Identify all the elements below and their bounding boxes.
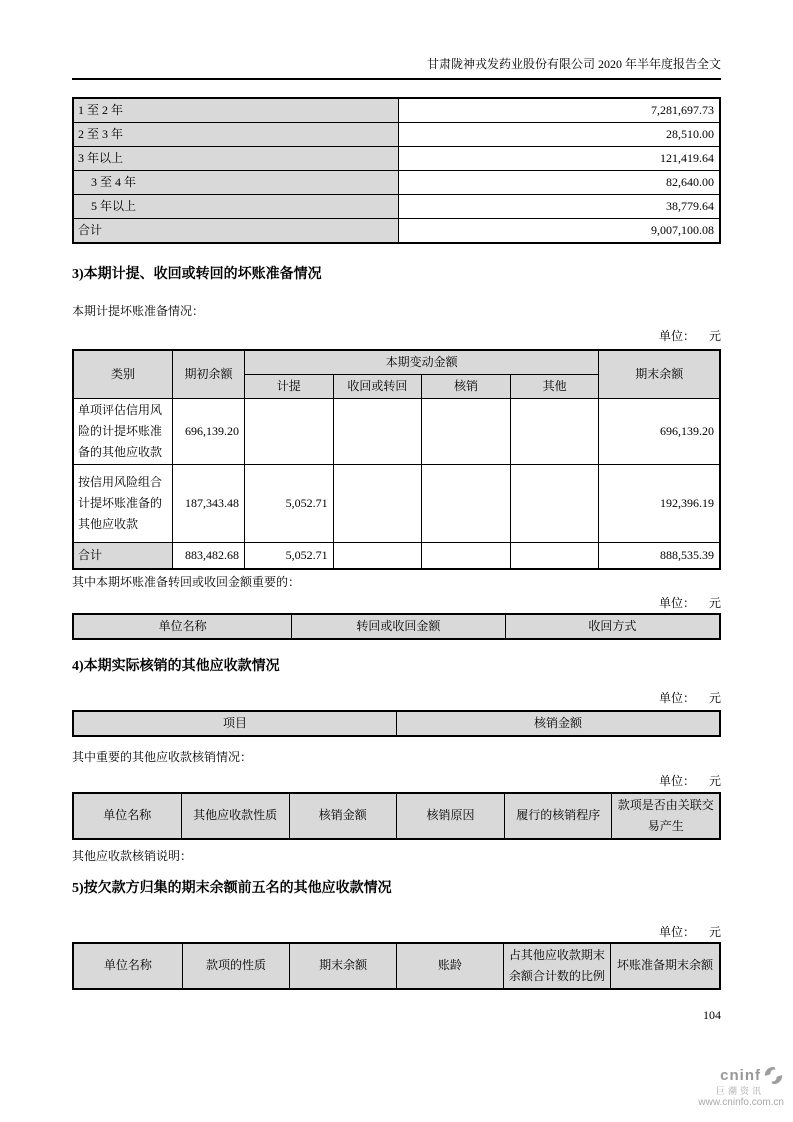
bad-debt-provision-table [72,349,721,570]
cell-other [510,399,599,465]
unit-label: 单位： [658,690,695,705]
column-header: 期初余额 [173,350,245,399]
unit-line [72,328,721,344]
row-label: 5 年以上 [73,195,398,219]
top-five-header-row [73,943,720,989]
cell-accrual: 5,052.71 [244,465,333,543]
cell-opening: 187,343.48 [173,465,245,543]
column-header: 收回或转回 [333,375,422,399]
column-header: 项目 [73,711,397,736]
row-label: 3 至 4 年 [73,171,398,195]
cninfo-swirl-icon [763,1066,784,1085]
unit-line [72,595,721,611]
column-header: 核销原因 [396,793,504,839]
column-header: 收回方式 [505,614,720,639]
column-header: 其他 [510,375,599,399]
column-header: 核销 [422,375,511,399]
unit-line [72,773,721,789]
row-value: 38,779.64 [398,195,720,219]
cell-opening: 696,139.20 [173,399,245,465]
cninfo-logo-row [720,1066,784,1085]
table-row-total [73,543,720,569]
unit-label: 单位： [658,924,695,939]
page-number: 104 [703,1007,721,1022]
unit-value: 元 [708,329,721,343]
row-value: 28,510.00 [398,123,720,147]
unit-line [72,924,721,940]
unit-value: 元 [708,690,721,705]
section-4-heading: 4)本期实际核销的其他应收款情况 [72,658,280,674]
section-3-heading: 3)本期计提、收回或转回的坏账准备情况 [72,267,322,282]
table-row [73,147,720,171]
section-3-intro: 本期计提坏账准备情况： [72,304,205,318]
row-value: 121,419.64 [398,147,720,171]
unit-line [72,690,721,706]
column-header: 账龄 [396,943,503,989]
writeoff-header-row [73,711,720,736]
section-5-heading: 5)按欠款方归集的期末余额前五名的其他应收款情况 [72,880,392,896]
cell-closing: 696,139.20 [599,399,720,465]
row-label: 1 至 2 年 [73,98,398,123]
cell-writeoff [422,543,511,569]
table-row [73,98,720,123]
important-writeoff-header-row [73,793,720,839]
section-3-note: 其中本期坏账准备转回或收回金额重要的： [72,574,301,589]
row-label: 合计 [73,219,398,244]
cell-recover [333,543,422,569]
row-value: 7,281,697.73 [398,98,720,123]
column-header: 类别 [73,350,173,399]
unit-value: 元 [708,595,721,610]
row-value: 82,640.00 [398,171,720,195]
row-category: 按信用风险组合计提坏账准备的其他应收款 [73,465,173,543]
cell-opening: 883,482.68 [173,543,245,569]
column-header: 坏账准备期末余额 [611,943,720,989]
row-category: 单项评估信用风险的计提坏账准备的其他应收款 [73,399,173,465]
cninfo-logo-name: 巨潮资讯 [715,1086,764,1096]
column-header: 单位名称 [73,943,182,989]
cell-other [510,465,599,543]
cell-writeoff [422,399,511,465]
row-category: 合计 [73,543,173,569]
row-label: 3 年以上 [73,147,398,171]
page-header-title: 甘肃陇神戎发药业股份有限公司 2020 年半年度报告全文 [426,57,721,71]
column-header: 期末余额 [290,943,397,989]
aging-balance-table [72,97,721,244]
table-row-total [73,219,720,244]
column-header: 转回或收回金额 [292,614,506,639]
recovery-table [72,613,721,640]
provision-header-row [73,350,720,375]
row-label: 2 至 3 年 [73,123,398,147]
column-header: 单位名称 [73,614,292,639]
recovery-header-row [73,614,720,639]
unit-label: 单位： [658,329,695,343]
column-header: 单位名称 [73,793,181,839]
column-header: 计提 [244,375,333,399]
cell-accrual: 5,052.71 [244,543,333,569]
column-header: 占其他应收款期末余额合计数的比例 [503,943,610,989]
section-4-note-2: 其他应收款核销说明： [72,848,193,863]
row-value: 9,007,100.08 [398,219,720,244]
column-header: 核销金额 [397,711,721,736]
unit-value: 元 [708,924,721,939]
column-header-group: 本期变动金额 [244,350,599,375]
cell-closing: 192,396.19 [599,465,720,543]
important-writeoff-table [72,792,721,840]
unit-label: 单位： [658,595,695,610]
top-five-table [72,942,721,990]
table-row [73,171,720,195]
table-row [73,465,720,543]
cell-writeoff [422,465,511,543]
cninfo-logo-url: www.cninfo.com.cn [698,1097,784,1108]
cninfo-watermark [698,1066,784,1108]
table-row [73,195,720,219]
cell-closing: 888,535.39 [599,543,720,569]
cell-recover [333,465,422,543]
writeoff-table [72,710,721,737]
cell-recover [333,399,422,465]
unit-value: 元 [708,773,721,788]
table-row [73,123,720,147]
cell-accrual [244,399,333,465]
column-header: 核销金额 [289,793,396,839]
column-header: 款项是否由关联交易产生 [612,793,720,839]
column-header: 履行的核销程序 [505,793,612,839]
page-header [72,0,721,80]
column-header: 期末余额 [599,350,720,399]
cninfo-logo-text: cninf [720,1067,761,1084]
cell-other [510,543,599,569]
column-header: 其他应收款性质 [181,793,289,839]
table-row [73,399,720,465]
section-4-note: 其中重要的其他应收款核销情况： [72,749,253,764]
unit-label: 单位： [658,773,695,788]
column-header: 款项的性质 [182,943,289,989]
